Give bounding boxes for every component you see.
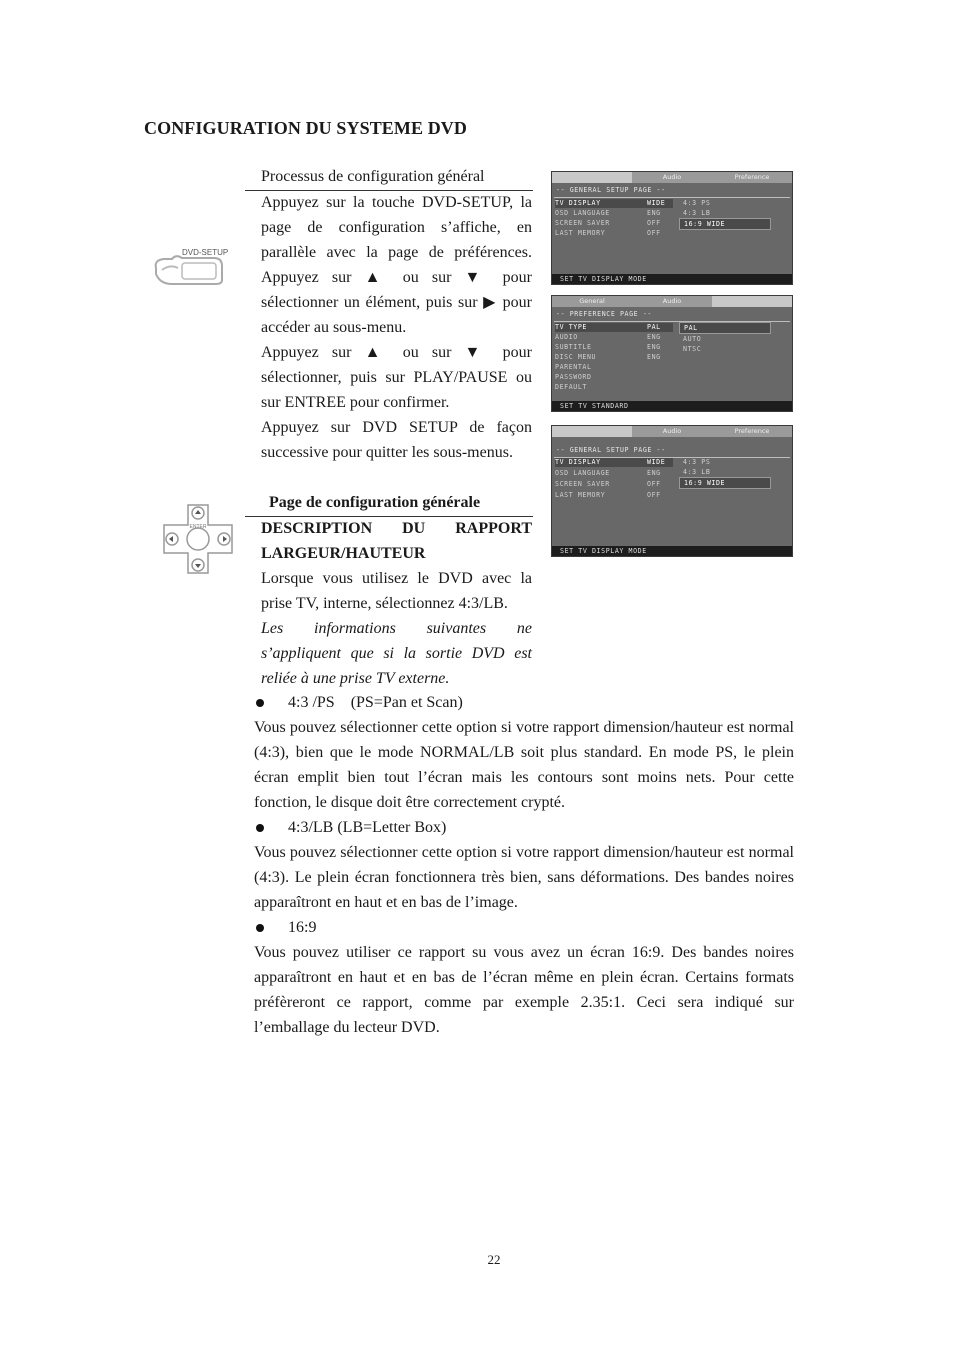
osd1-row: SCREEN SAVER OFF (555, 219, 661, 227)
dpad-enter-label: ENTER (189, 524, 207, 530)
osd3-header: -- GENERAL SETUP PAGE -- (556, 446, 666, 454)
option-bullet-ps (254, 690, 463, 715)
option-lb-text (254, 840, 794, 915)
osd2-row: DEFAULT (555, 383, 587, 391)
osd2-row: PARENTAL (555, 363, 592, 371)
section2-note: Les informations suivantes ne s’appliquent que si la sortie DVD est reliée à une prise TV externe. (261, 620, 532, 687)
osd2-tab-general: General (579, 297, 605, 305)
osd3-tab-general: General (552, 426, 632, 437)
osd1-tab-audio: Audio (662, 173, 682, 181)
osd3-option: 4:3 PS (683, 458, 711, 466)
osd1-row: TV DISPLAY WIDE (555, 199, 673, 208)
osd2-tab-preference: Preference (712, 296, 792, 307)
section1-heading: Processus de configuration général (261, 168, 485, 185)
osd2-header: -- PREFERENCE PAGE -- (556, 310, 652, 318)
osd2-option: NTSC (683, 345, 702, 353)
bullet-icon (256, 924, 264, 932)
osd2-tab-audio: Audio (662, 297, 682, 305)
osd2-footer: SET TV STANDARD (552, 401, 792, 411)
osd1-row: OSD LANGUAGE ENG (555, 209, 661, 217)
up-arrow-icon (195, 510, 201, 514)
dvd-setup-button-icon (152, 244, 232, 288)
section2-paragraph: Lorsque vous utilisez le DVD avec la prise TV, interne, sélectionnez 4:3/LB. (261, 570, 532, 612)
osd3-tab-preference: Preference (734, 427, 770, 435)
osd-screen-general-1 (551, 171, 793, 285)
osd1-tab-preference: Preference (734, 173, 770, 181)
option-169-label: 16:9 (288, 919, 317, 936)
osd3-option-selected: 16:9 WIDE (679, 477, 771, 489)
osd-screen-general-2 (551, 425, 793, 557)
osd2-row: TV TYPE PAL (555, 323, 673, 332)
osd1-footer: SET TV DISPLAY MODE (552, 274, 792, 284)
section1-paragraph-3: Appuyez sur DVD SETUP de façon successive pour quitter les sous-menus. (261, 419, 532, 461)
osd3-row: SCREEN SAVER OFF (555, 480, 661, 488)
dvd-setup-label: DVD-SETUP (182, 248, 229, 257)
osd3-footer: SET TV DISPLAY MODE (552, 546, 792, 556)
osd3-row: TV DISPLAY WIDE (555, 458, 673, 467)
osd2-row: DISC MENU ENG (555, 353, 661, 361)
section1-paragraph-1: Appuyez sur la touche DVD-SETUP, la page de configuration s’affiche, en parallèle avec la page de préférences. Appuyez sur ▲ ou sur ▼ pour sélectionner un élément, puis sur ▶ pour accéder au sous-menu. (261, 194, 532, 336)
osd1-header: -- GENERAL SETUP PAGE -- (556, 186, 666, 194)
osd2-row: AUDIO ENG (555, 333, 661, 341)
option-ps-label: 4:3 /PS (PS=Pan et Scan) (288, 694, 463, 711)
page-number: 22 (487, 1252, 501, 1267)
option-bullet-169 (254, 915, 316, 940)
bullet-icon (256, 699, 264, 707)
bullet-icon (256, 824, 264, 832)
osd1-option: 4:3 PS (683, 199, 711, 207)
osd3-tab-audio: Audio (662, 427, 682, 435)
section1-body (261, 190, 532, 465)
section2-subheading: DESCRIPTION DU RAPPORT LARGEUR/HAUTEUR (261, 520, 532, 562)
left-arrow-icon (169, 536, 173, 542)
section1-paragraph-2: Appuyez sur ▲ ou sur ▼ pour sélectionner, puis sur PLAY/PAUSE ou sur ENTREE pour confirmer. (261, 344, 532, 411)
osd2-option: AUTO (683, 335, 702, 343)
osd2-row: SUBTITLE ENG (555, 343, 661, 351)
option-ps-text (254, 715, 794, 815)
osd3-row: LAST MEMORY OFF (555, 491, 661, 499)
osd1-option: 4:3 LB (683, 209, 711, 217)
osd1-option-selected: 16:9 WIDE (679, 218, 771, 230)
osd2-row: PASSWORD (555, 373, 592, 381)
option-lb-paragraph: Vous pouvez sélectionner cette option si votre rapport dimension/hauteur est normal (4:3). Le plein écran fonctionnera très bien, sans déformations. Des bandes noires apparaîtront en haut et en bas de l’image. (254, 844, 794, 911)
section2-heading: Page de configuration générale (269, 494, 481, 511)
osd3-row: OSD LANGUAGE ENG (555, 469, 661, 477)
page-title: CONFIGURATION DU SYSTEME DVD (144, 118, 467, 138)
option-169-text (254, 940, 794, 1040)
osd2-option-selected: PAL (679, 322, 771, 334)
dpad-icon (160, 503, 236, 575)
option-bullet-lb (254, 815, 446, 840)
osd-screen-preference (551, 295, 793, 412)
osd3-option: 4:3 LB (683, 468, 711, 476)
right-arrow-icon (223, 536, 227, 542)
option-169-paragraph: Vous pouvez utiliser ce rapport su vous avez un écran 16:9. Des bandes noires apparaîtront en haut et en bas de l’écran même en plein écran. Certains formats préfèreront ce rapport, comme par exemple 2.35:1. Ceci sera indiqué sur l’emballage du lecteur DVD. (254, 944, 794, 1036)
osd1-row: LAST MEMORY OFF (555, 229, 661, 237)
down-arrow-icon (195, 564, 201, 568)
option-ps-paragraph: Vous pouvez sélectionner cette option si votre rapport dimension/hauteur est normal (4:3), bien que le mode NORMAL/LB soit plus standard. En mode PS, le plein écran emplit bien tout l’écran mais les contours sont moins nets. Pour cette fonction, le disque doit être correctement crypté. (254, 719, 794, 811)
section2-body (261, 516, 532, 691)
osd1-tab-general: General (552, 172, 632, 183)
option-lb-label: 4:3/LB (LB=Letter Box) (288, 819, 447, 836)
